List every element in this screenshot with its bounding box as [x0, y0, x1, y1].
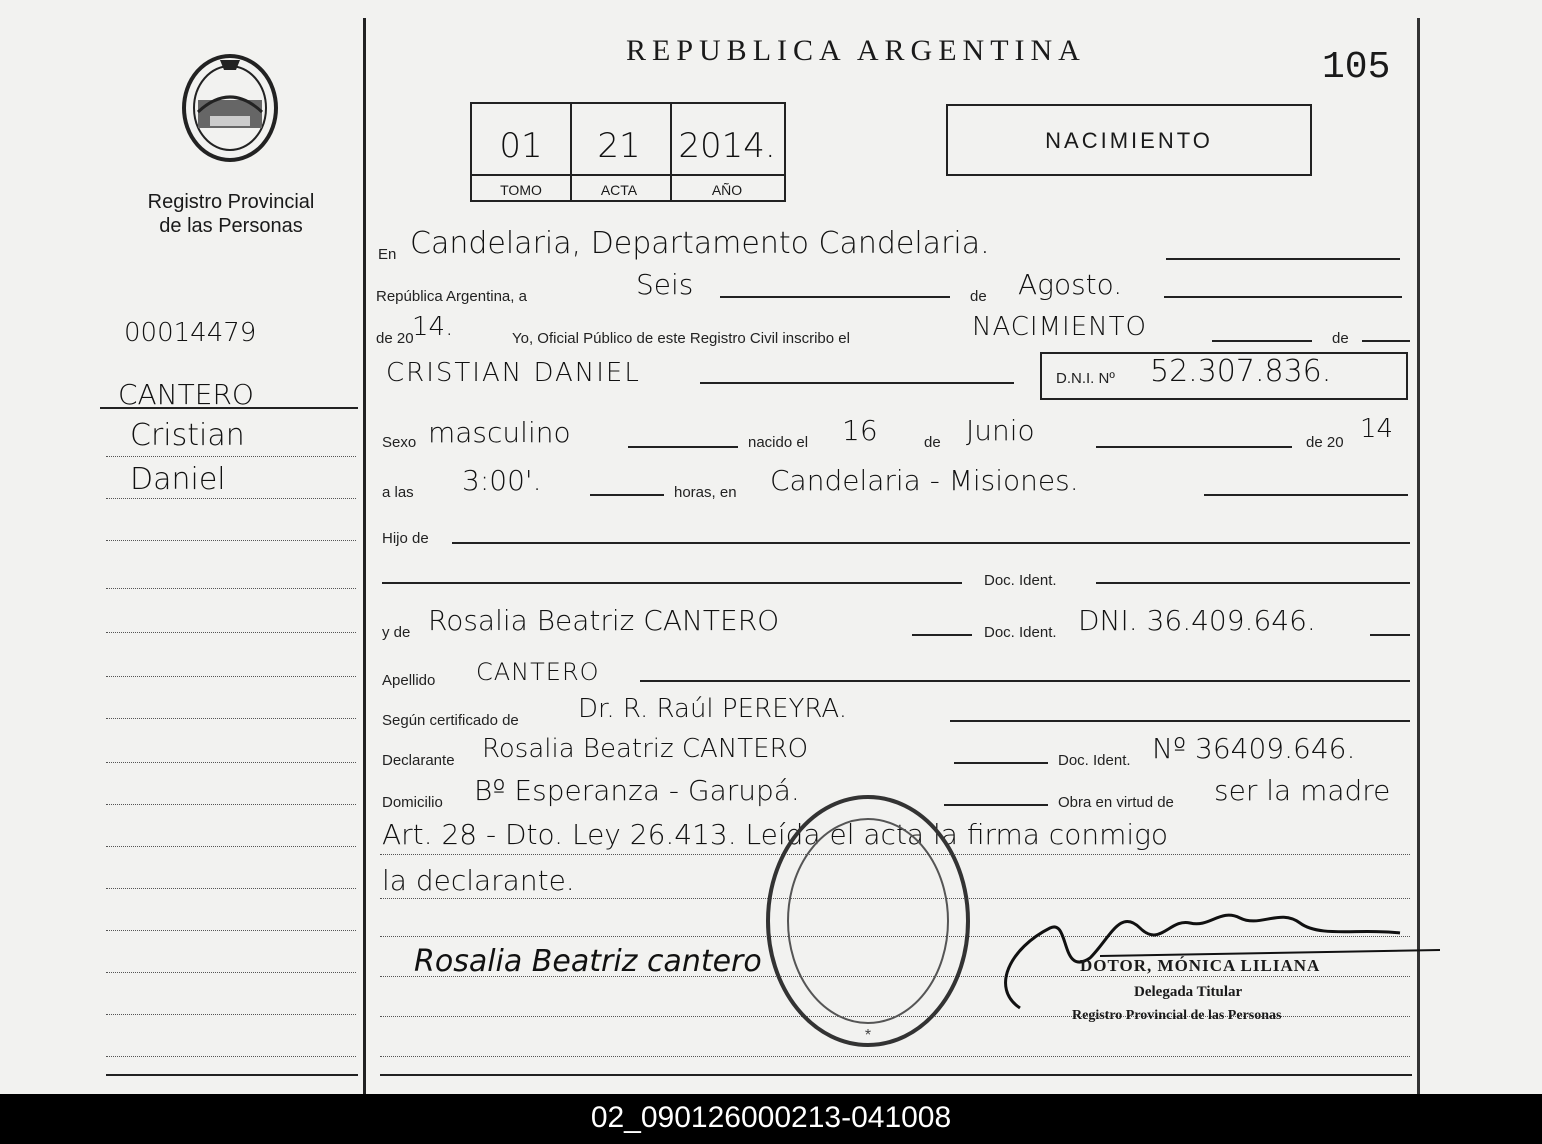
body-bottom-rule	[380, 1074, 1412, 1076]
birth-place: Candelaria - Misiones.	[770, 464, 1079, 497]
page-number: 105	[1322, 46, 1391, 89]
doc-ident-label-3: Doc. Ident.	[1058, 752, 1131, 769]
registry-name-line1: Registro Provincial	[147, 191, 315, 213]
official-org: Registro Provincial de las Personas	[1072, 1008, 1282, 1023]
official-title: Delegada Titular	[1134, 984, 1243, 1000]
child-name-rule	[700, 382, 1014, 384]
tomo-label: TOMO	[500, 182, 542, 198]
declarante-rule	[954, 762, 1048, 764]
margin-rule	[106, 930, 356, 931]
margin-surname: CANTERO	[118, 378, 254, 411]
column-divider	[363, 18, 366, 1095]
domicilio-label: Domicilio	[382, 794, 443, 811]
margin-rule	[106, 888, 356, 889]
country-title: REPUBLICA ARGENTINA	[626, 34, 1086, 67]
apellido-rule	[640, 680, 1410, 682]
child-name: CRISTIAN DANIEL	[386, 358, 641, 388]
horas-label: horas, en	[674, 484, 737, 501]
en-label: En	[378, 246, 397, 263]
certificado-label: Según certificado de	[382, 712, 519, 729]
official-seal-stamp	[762, 790, 974, 1052]
de-label-2: de	[1332, 330, 1349, 347]
doc-type-box	[946, 104, 1312, 176]
obra-label: Obra en virtud de	[1058, 794, 1174, 811]
notes-line-2: la declarante.	[382, 864, 575, 897]
declarante-label: Declarante	[382, 752, 455, 769]
birth-time-rule	[590, 494, 664, 496]
mother-name: Rosalia Beatriz CANTERO	[428, 604, 780, 637]
father-doc-rule	[1096, 582, 1410, 584]
birth-month: Junio	[966, 414, 1035, 447]
record-box-labels-rule	[472, 174, 784, 176]
act-type-value: NACIMIENTO	[972, 312, 1147, 342]
margin-bottom-rule	[106, 1074, 358, 1076]
margin-rule	[106, 804, 356, 805]
hijo-rule	[452, 542, 1410, 544]
official-name: DOTOR, MÓNICA LILIANA	[1080, 956, 1321, 975]
act-type-rule	[1212, 340, 1312, 342]
declarant-signature: Rosalia Beatriz cantero	[414, 944, 762, 979]
month-value: Agosto.	[1018, 268, 1123, 301]
place-value: Candelaria, Departamento Candelaria.	[410, 226, 990, 261]
notes-line-1: Art. 28 - Dto. Ley 26.413. Leída el acta la firma conmigo	[382, 818, 1169, 851]
anio-label: AÑO	[711, 182, 743, 198]
certificado-rule	[950, 720, 1410, 722]
certificado-value: Dr. R. Raúl PEREYRA.	[578, 694, 848, 724]
de20-label-2: de 20	[1306, 434, 1344, 451]
sexo-value: masculino	[428, 416, 571, 449]
yo-text: Yo, Oficial Público de este Registro Civil inscribo el	[512, 330, 850, 347]
mother-doc: DNI. 36.409.646.	[1078, 604, 1316, 637]
margin-rule	[106, 456, 356, 457]
declarante-value: Rosalia Beatriz CANTERO	[482, 734, 809, 764]
nacido-label: nacido el	[748, 434, 809, 451]
yde-label: y de	[382, 624, 411, 641]
declarante-doc: Nº 36409.646.	[1152, 732, 1356, 765]
de20-label: de 20	[376, 330, 414, 347]
scan-id-footer: 02_090126000213-041008	[0, 1094, 1542, 1144]
record-box	[470, 102, 786, 202]
father-rule	[382, 582, 962, 584]
de-rule-2	[1362, 340, 1410, 342]
day-rule	[720, 296, 950, 298]
mother-doc-rule	[1370, 634, 1410, 636]
acta-label: ACTA	[600, 182, 638, 198]
margin-rule	[106, 1014, 356, 1015]
dni-box	[1040, 352, 1408, 400]
republica-label: República Argentina, a	[376, 288, 527, 305]
body-rule	[380, 1056, 1410, 1057]
place-rule	[1166, 258, 1400, 260]
apellido-value: CANTERO	[476, 658, 600, 686]
provincial-emblem	[180, 52, 280, 164]
margin-rule	[106, 588, 356, 589]
dni-value: 52.307.836.	[1150, 354, 1332, 389]
month-rule	[1164, 296, 1402, 298]
birth-year-suffix: 14	[1360, 414, 1394, 444]
alas-label: a las	[382, 484, 414, 501]
svg-text:*: *	[864, 1027, 872, 1044]
margin-rule	[106, 972, 356, 973]
record-number: 00014479	[124, 318, 257, 348]
sexo-rule	[628, 446, 738, 448]
margin-rule	[106, 632, 356, 633]
hijo-label: Hijo de	[382, 530, 429, 547]
doc-ident-label-2: Doc. Ident.	[984, 624, 1057, 641]
day-value: Seis	[636, 268, 694, 301]
birth-place-rule	[1204, 494, 1408, 496]
de-label-3: de	[924, 434, 941, 451]
margin-surname-rule	[100, 407, 358, 409]
birth-time: 3:00'.	[462, 464, 542, 497]
registry-name-line2: de las Personas	[159, 215, 303, 237]
margin-rule	[106, 846, 356, 847]
acta-cell	[570, 104, 672, 200]
tomo-value: 01	[499, 126, 543, 166]
margin-given-2: Daniel	[130, 462, 226, 497]
margin-rule	[106, 498, 356, 499]
margin-rule	[106, 718, 356, 719]
registry-name	[106, 190, 356, 238]
margin-given-1: Cristian	[130, 418, 245, 453]
margin-rule	[106, 540, 356, 541]
year-suffix: 14.	[412, 312, 454, 342]
doc-type-label: NACIMIENTO	[1045, 128, 1213, 153]
tomo-cell	[472, 104, 572, 200]
obra-value: ser la madre	[1214, 774, 1391, 807]
margin-rule	[106, 676, 356, 677]
birth-day: 16	[842, 414, 878, 447]
margin-rule	[106, 762, 356, 763]
mother-name-rule	[912, 634, 972, 636]
dni-label: D.N.I. Nº	[1056, 370, 1115, 387]
acta-value: 21	[597, 126, 641, 166]
de-label-1: de	[970, 288, 987, 305]
anio-value: 2014.	[678, 126, 776, 166]
anio-cell	[672, 104, 782, 200]
margin-rule	[106, 1056, 356, 1057]
apellido-label: Apellido	[382, 672, 436, 689]
birth-month-rule	[1096, 446, 1292, 448]
sexo-label: Sexo	[382, 434, 417, 451]
doc-ident-label-1: Doc. Ident.	[984, 572, 1057, 589]
domicilio-value: Bº Esperanza - Garupá.	[474, 774, 800, 807]
